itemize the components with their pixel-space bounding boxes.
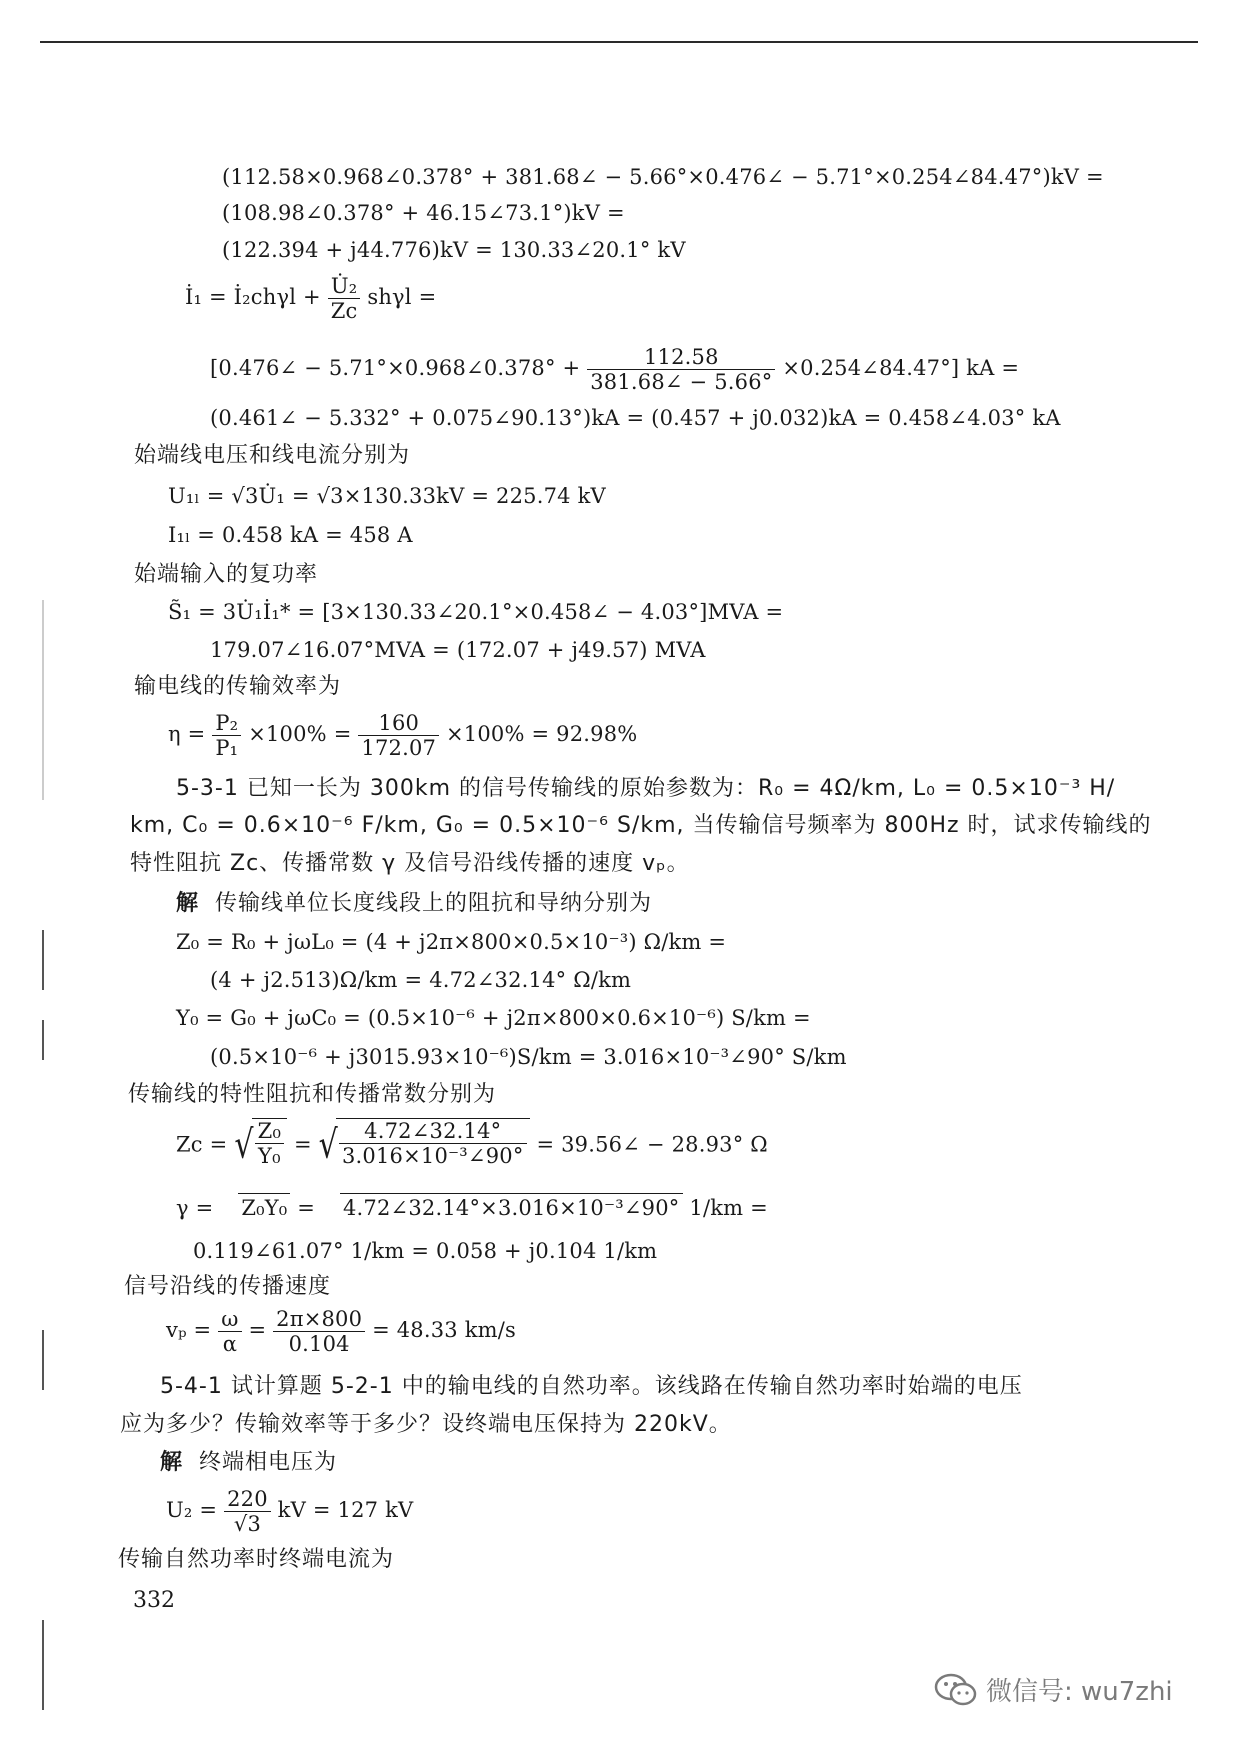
fraction xyxy=(358,711,439,760)
equation-part: [0.476∠ − 5.71°×0.968∠0.378° + xyxy=(210,356,581,380)
radicand: Z₀Y₀ xyxy=(238,1193,290,1222)
numerator: 160 xyxy=(358,711,439,736)
denominator: α xyxy=(222,1332,238,1356)
solution-line xyxy=(176,890,652,918)
equation-part: vₚ = xyxy=(166,1318,212,1342)
text-line: 信号沿线的传播速度 xyxy=(124,1274,332,1299)
wechat-icon xyxy=(934,1672,978,1708)
scan-margin-mark xyxy=(42,1620,44,1710)
text-line: 输电线的传输效率为 xyxy=(134,674,342,699)
equation-part: = 48.33 km/s xyxy=(372,1318,517,1342)
fraction xyxy=(218,1307,241,1356)
solution-text: 传输线单位长度线段上的阻抗和导纳分别为 xyxy=(215,891,653,916)
numerator: ω xyxy=(218,1307,241,1332)
equation-line: S̃₁ = 3U̇₁İ₁* = [3×130.33∠20.1°×0.458∠ − 4.03°]MVA = xyxy=(168,600,784,624)
equation-line: 0.119∠61.07° 1/km = 0.058 + j0.104 1/km xyxy=(193,1239,658,1263)
denominator: 381.68∠ − 5.66° xyxy=(590,370,773,394)
radical-sign: √ xyxy=(234,1122,254,1169)
equation-line: (0.461∠ − 5.332° + 0.075∠90.13°)kA = (0.457 + j0.032)kA = 0.458∠4.03° kA xyxy=(210,406,1061,430)
equation-line: U₁ₗ = √3U̇₁ = √3×130.33kV = 225.74 kV xyxy=(168,484,606,508)
equation-propagation xyxy=(176,1193,768,1222)
square-root xyxy=(319,1118,530,1174)
fraction xyxy=(339,1119,527,1168)
equation-line: (122.394 + j44.776)kV = 130.33∠20.1° kV xyxy=(222,238,686,262)
equation-voltage-u2 xyxy=(166,1487,413,1536)
radical-sign: √ xyxy=(318,1122,338,1169)
equation-line: (4 + j2.513)Ω/km = 4.72∠32.14° Ω/km xyxy=(210,968,632,992)
denominator: 172.07 xyxy=(361,736,437,760)
fraction xyxy=(328,274,361,323)
fraction xyxy=(255,1119,284,1168)
fraction xyxy=(224,1487,271,1536)
numerator: P₂ xyxy=(212,711,241,736)
numerator: 2π×800 xyxy=(273,1307,365,1332)
equation-part: İ₁ = İ₂chγl + xyxy=(185,285,321,309)
equation-part: ×100% = xyxy=(248,722,352,746)
denominator: 3.016×10⁻³∠90° xyxy=(341,1144,524,1168)
text-line: 始端输入的复功率 xyxy=(134,562,319,587)
equation-impedance xyxy=(176,1118,768,1174)
equation-efficiency xyxy=(168,711,637,760)
equation-line: (0.5×10⁻⁶ + j3015.93×10⁻⁶)S/km = 3.016×10⁻³∠90° S/km xyxy=(210,1045,847,1069)
equation-part: ×100% = 92.98% xyxy=(445,722,638,746)
equation-part: shγl = xyxy=(367,285,437,309)
header-rule xyxy=(40,41,1198,43)
square-root xyxy=(234,1118,287,1174)
equation-current-i1 xyxy=(185,274,436,323)
equation-line: 179.07∠16.07°MVA = (172.07 + j49.57) MVA xyxy=(210,638,706,662)
denominator: √3 xyxy=(233,1512,262,1536)
fraction xyxy=(587,345,775,394)
scan-margin-mark xyxy=(42,600,44,800)
equation-line: Z₀ = R₀ + jωL₀ = (4 + j2π×800×0.5×10⁻³) Ω/km = xyxy=(176,930,727,954)
equation-part: = xyxy=(248,1318,267,1342)
problem-text: 特性阻抗 Zc、传播常数 γ 及信号沿线传播的速度 vₚ。 xyxy=(130,851,690,876)
numerator: Z₀ xyxy=(255,1119,284,1144)
solution-label: 解 xyxy=(160,1450,184,1475)
equation-part: = 39.56∠ − 28.93° Ω xyxy=(536,1132,768,1157)
equation-part: γ = xyxy=(176,1196,214,1220)
solution-label: 解 xyxy=(176,891,200,916)
equation-part: kV = 127 kV xyxy=(277,1498,414,1522)
fraction xyxy=(212,711,241,760)
equation-part: U₂ = xyxy=(166,1498,218,1522)
text-line: 始端线电压和线电流分别为 xyxy=(134,443,411,468)
equation-part: 1/km = xyxy=(689,1196,768,1220)
denominator: Zc xyxy=(330,299,358,323)
scan-margin-mark xyxy=(42,1020,44,1060)
equation-line: I₁ₗ = 0.458 kA = 458 A xyxy=(168,523,413,547)
problem-text: km, C₀ = 0.6×10⁻⁶ F/km, G₀ = 0.5×10⁻⁶ S/km, 当传输信号频率为 800Hz 时，试求传输线的 xyxy=(130,813,1152,838)
equation-part: = xyxy=(297,1196,316,1220)
denominator: 0.104 xyxy=(288,1332,350,1356)
equation-line: (112.58×0.968∠0.378° + 381.68∠ − 5.66°×0.476∠ − 5.71°×0.254∠84.47°)kV = xyxy=(222,165,1104,189)
scan-margin-mark xyxy=(42,930,44,990)
denominator: P₁ xyxy=(215,736,239,760)
text-line: 传输自然功率时终端电流为 xyxy=(118,1547,395,1572)
numerator: 4.72∠32.14° xyxy=(339,1119,527,1144)
radicand xyxy=(252,1118,287,1174)
page-number: 332 xyxy=(133,1588,175,1613)
denominator: Y₀ xyxy=(258,1144,281,1168)
radicand: 4.72∠32.14°×3.016×10⁻³∠90° xyxy=(340,1193,683,1222)
numerator: U̇₂ xyxy=(328,274,361,299)
equation-part: ×0.254∠84.47°] kA = xyxy=(782,356,1020,380)
problem-text: 5-4-1 试计算题 5-2-1 中的输电线的自然功率。该线路在传输自然功率时始端的电压 xyxy=(160,1374,1023,1399)
equation-part: η = xyxy=(168,722,206,746)
watermark-text: 微信号: wu7zhi xyxy=(986,1677,1173,1707)
solution-line xyxy=(160,1449,337,1477)
equation-line: Y₀ = G₀ + jωC₀ = (0.5×10⁻⁶ + j2π×800×0.6×10⁻⁶) S/km = xyxy=(176,1006,811,1030)
equation-velocity xyxy=(166,1307,516,1356)
equation-line xyxy=(210,345,1019,394)
problem-text: 应为多少？传输效率等于多少？设终端电压保持为 220kV。 xyxy=(120,1412,732,1437)
watermark xyxy=(934,1671,1173,1708)
fraction xyxy=(273,1307,365,1356)
equation-part: Zc = xyxy=(176,1132,228,1157)
numerator: 112.58 xyxy=(587,345,775,370)
scan-margin-mark xyxy=(42,1330,44,1390)
solution-text: 终端相电压为 xyxy=(199,1450,338,1475)
numerator: 220 xyxy=(224,1487,271,1512)
equation-part: = xyxy=(293,1132,312,1157)
problem-text: 5-3-1 已知一长为 300km 的信号传输线的原始参数为：R₀ = 4Ω/km, L₀ = 0.5×10⁻³ H/ xyxy=(176,776,1116,801)
equation-line: (108.98∠0.378° + 46.15∠73.1°)kV = xyxy=(222,201,625,225)
radicand xyxy=(336,1118,530,1174)
text-line: 传输线的特性阻抗和传播常数分别为 xyxy=(128,1082,497,1107)
